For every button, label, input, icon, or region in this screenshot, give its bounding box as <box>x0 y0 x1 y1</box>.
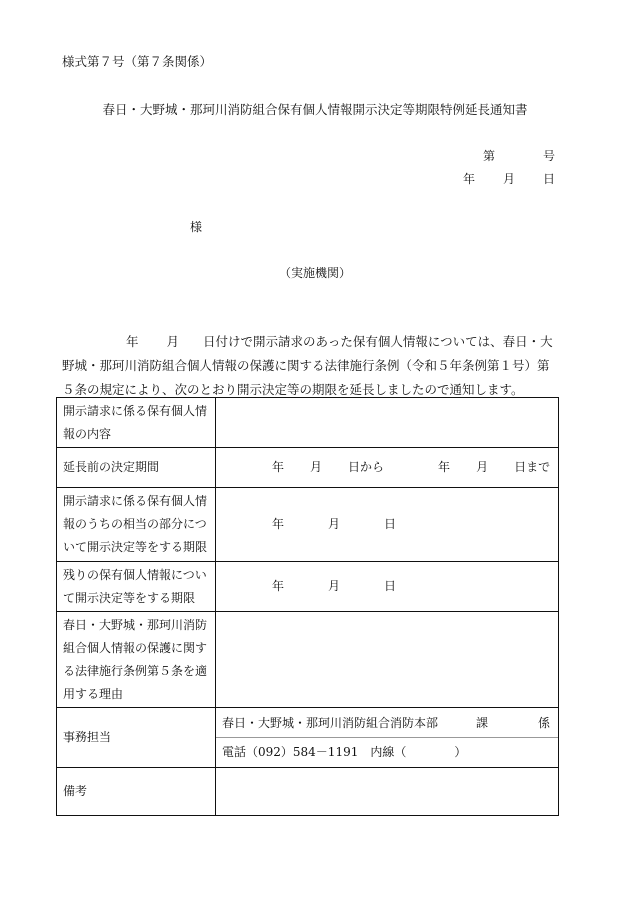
partial-month: 月 <box>328 517 341 531</box>
remaining-day: 日 <box>384 579 397 593</box>
body-line-1: 年 月 日付けで開示請求のあった保有個人情報については、春日・大 <box>126 334 553 349</box>
partial-year: 年 <box>272 517 285 531</box>
partial-deadline-label: 開示請求に係る保有個人情報のうちの相当の部分について開示決定等をする期限 <box>57 488 216 562</box>
remarks-value <box>216 768 559 816</box>
recipient: 様 <box>190 220 203 234</box>
notice-body <box>62 330 577 402</box>
table-row <box>57 448 559 488</box>
form-number: 様式第７号（第７条関係） <box>62 54 213 69</box>
partial-deadline-value <box>216 488 559 562</box>
doc-date-month: 月 <box>502 172 515 186</box>
table-row <box>57 612 559 708</box>
remarks-label: 備考 <box>57 768 216 816</box>
contact-department: 春日・大野城・那珂川消防組合消防本部 課 係 <box>222 716 551 730</box>
from-year: 年 <box>272 460 285 474</box>
partial-day: 日 <box>384 517 397 531</box>
document-title: 春日・大野城・那珂川消防組合保有個人情報開示決定等期限特例延長通知書 <box>102 102 528 117</box>
to-year: 年 <box>438 460 451 474</box>
contact-phone: 電話（092）584－1191 内線（ ） <box>216 737 558 766</box>
table-row <box>57 488 559 562</box>
body-line-3: ５条の規定により、次のとおり開示決定等の期限を延長しましたので通知します。 <box>62 382 524 397</box>
doc-date-day: 日 <box>542 172 555 186</box>
remaining-deadline-label: 残りの保有個人情報について開示決定等をする期限 <box>57 562 216 612</box>
document-date <box>463 170 555 187</box>
contact-label: 事務担当 <box>57 708 216 768</box>
content-label: 開示請求に係る保有個人情報の内容 <box>57 398 216 448</box>
to-day: 日まで <box>514 460 551 474</box>
remaining-deadline-value <box>216 562 559 612</box>
original-period-value <box>216 448 559 488</box>
table-row <box>57 398 559 448</box>
content-value <box>216 398 559 448</box>
table-row <box>57 708 559 768</box>
extension-table <box>56 397 559 816</box>
remaining-year: 年 <box>272 579 285 593</box>
from-month: 月 <box>310 460 323 474</box>
table-row <box>57 562 559 612</box>
to-month: 月 <box>476 460 489 474</box>
document-number <box>483 147 555 164</box>
reason-label: 春日・大野城・那珂川消防組合個人情報の保護に関する法律施行条例第５条を適用する理由 <box>57 612 216 708</box>
contact-value <box>216 708 559 768</box>
remaining-month: 月 <box>328 579 341 593</box>
doc-number-dai: 第 <box>482 149 495 163</box>
table-row <box>57 768 559 816</box>
reason-value <box>216 612 559 708</box>
implementing-org: （実施機関） <box>278 266 351 280</box>
from-day: 日から <box>348 460 385 474</box>
body-line-2: 野城・那珂川消防組合個人情報の保護に関する法律施行条例（令和５年条例第１号）第 <box>62 358 550 373</box>
original-period-label: 延長前の決定期間 <box>57 448 216 488</box>
doc-number-go: 号 <box>542 149 555 163</box>
doc-date-year: 年 <box>462 172 475 186</box>
